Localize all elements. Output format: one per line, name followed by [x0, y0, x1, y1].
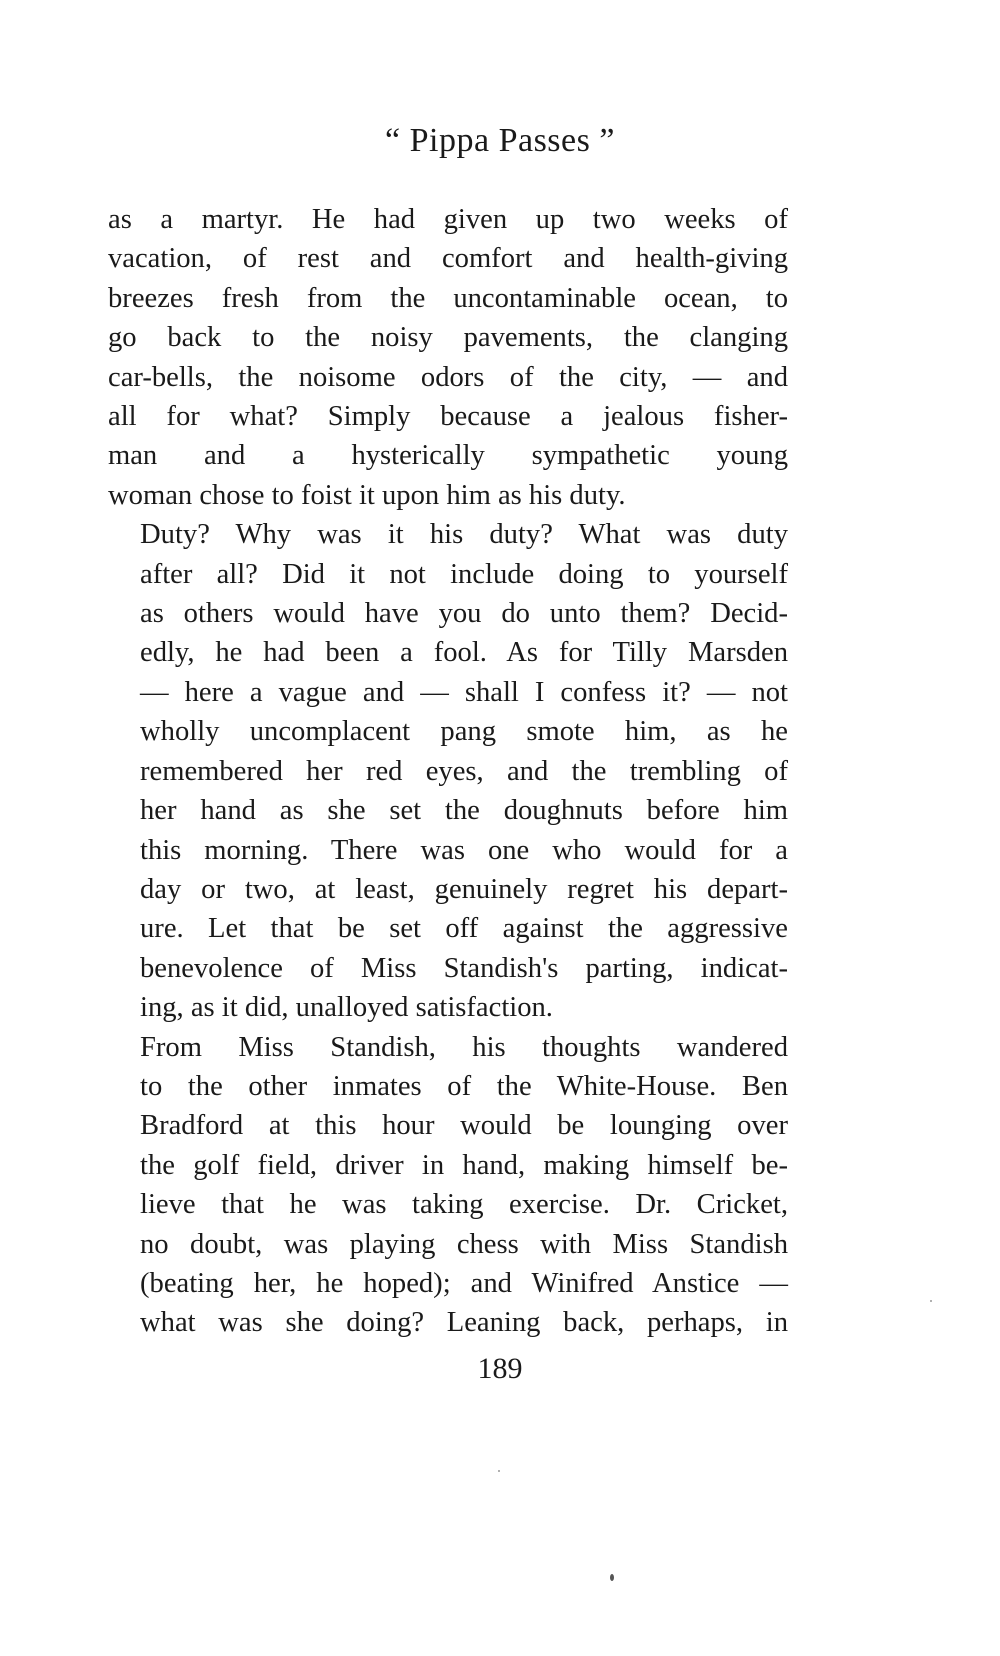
text-line: as others would have you do unto them? Decid- — [140, 598, 788, 630]
text-line: no doubt, was playing chess with Miss Standish — [140, 1228, 788, 1260]
paragraph-2 — [108, 515, 788, 1027]
body-text — [108, 200, 788, 1343]
text-line: her hand as she set the doughnuts before him — [140, 795, 788, 827]
text-line: go back to the noisy pavements, the clanging — [108, 322, 788, 354]
text-line: wholly uncomplacent pang smote him, as he — [140, 716, 788, 748]
paragraph-3 — [108, 1028, 788, 1343]
text-line: Duty? Why was it his duty? What was duty — [140, 519, 788, 551]
text-line: vacation, of rest and comfort and health-giving — [108, 243, 788, 275]
text-line: the golf field, driver in hand, making himself be- — [140, 1149, 788, 1181]
text-line: — here a vague and — shall I confess it? — not — [140, 676, 788, 708]
text-line: ure. Let that be set off against the aggressive — [140, 913, 788, 945]
text-line: (beating her, he hoped); and Winifred Anstice — — [140, 1267, 788, 1299]
text-line: after all? Did it not include doing to yourself — [140, 558, 788, 590]
page-number: 189 — [477, 1352, 523, 1385]
text-line: ing, as it did, unalloyed satisfaction. — [140, 992, 553, 1024]
text-line: what was she doing? Leaning back, perhaps, in — [140, 1307, 788, 1339]
text-line: woman chose to foist it upon him as his duty. — [108, 479, 626, 511]
text-line: From Miss Standish, his thoughts wandered — [140, 1031, 788, 1063]
text-line: car-bells, the noisome odors of the city, — and — [108, 361, 788, 393]
text-line: breezes fresh from the uncontaminable ocean, to — [108, 282, 788, 314]
text-line: lieve that he was taking exercise. Dr. Cricket, — [140, 1189, 788, 1221]
ink-speck — [498, 1470, 500, 1472]
text-line: this morning. There was one who would for a — [140, 834, 788, 866]
text-line: all for what? Simply because a jealous fisher- — [108, 401, 788, 433]
text-line: Bradford at this hour would be lounging over — [140, 1110, 788, 1142]
text-line: man and a hysterically sympathetic young — [108, 440, 788, 472]
text-line: as a martyr. He had given up two weeks of — [108, 204, 788, 235]
text-line: edly, he had been a fool. As for Tilly Marsden — [140, 637, 788, 669]
running-head: “ Pippa Passes ” — [385, 122, 615, 159]
ink-speck — [610, 1574, 614, 1581]
ink-speck — [930, 1300, 932, 1302]
paragraph-1 — [108, 200, 788, 515]
text-line: benevolence of Miss Standish's parting, indicat- — [140, 952, 788, 984]
text-line: day or two, at least, genuinely regret his depart- — [140, 873, 788, 905]
text-line: remembered her red eyes, and the trembling of — [140, 755, 788, 787]
text-line: to the other inmates of the White-House. Ben — [140, 1070, 788, 1102]
